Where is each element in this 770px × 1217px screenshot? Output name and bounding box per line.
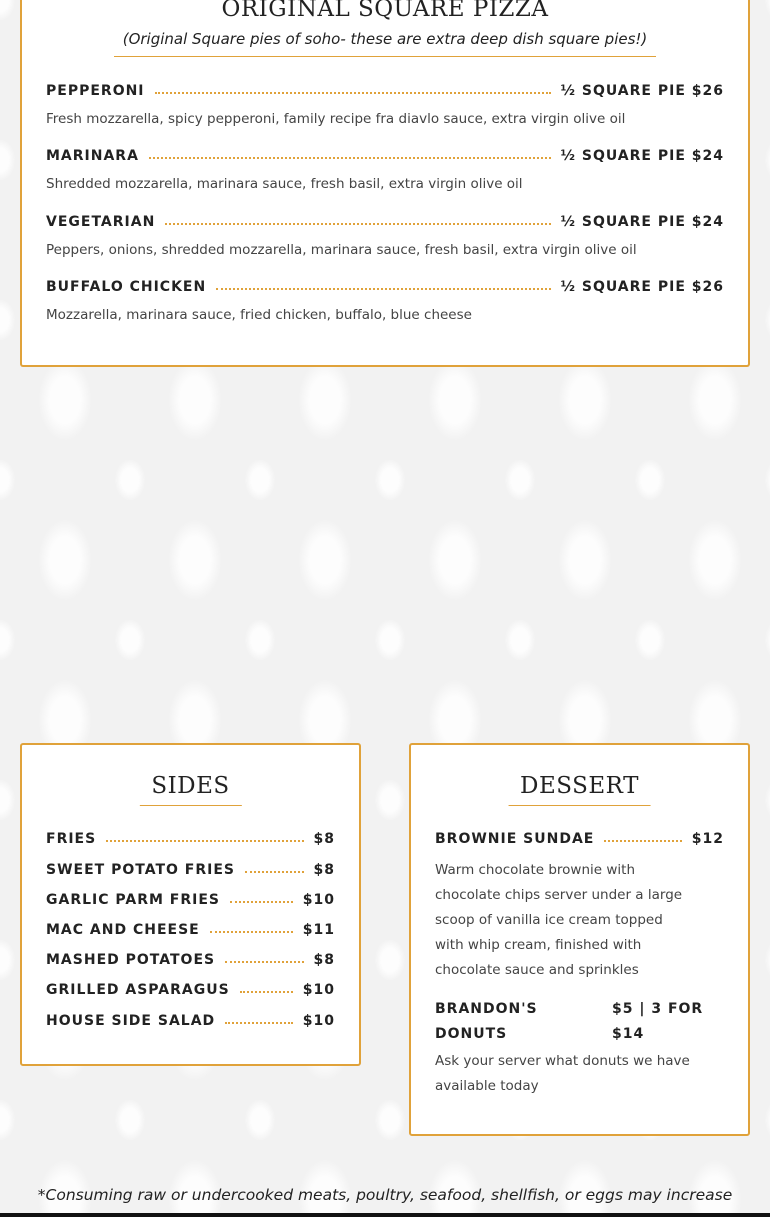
dotted-leader	[165, 223, 550, 225]
item-price: ½ SQUARE PIE $26	[560, 279, 724, 295]
menu-item-fries	[46, 831, 335, 847]
item-description: Mozzarella, marinara sauce, fried chicken, buffalo, blue cheese	[46, 307, 472, 323]
dotted-leader	[604, 840, 681, 842]
item-price: $10	[302, 982, 335, 998]
dotted-leader	[216, 288, 550, 290]
item-description: Warm chocolate brownie with chocolate chips server under a large scoop of vanilla ice cream topped with whip cream, finished with chocolate sauce and sprinkles	[435, 862, 683, 978]
pizza-section-title: ORIGINAL SQUARE PIZZA	[221, 0, 549, 22]
menu-item-marinara	[46, 148, 724, 164]
menu-item-brownie-sundae	[435, 831, 724, 847]
item-price: ½ SQUARE PIE $24	[560, 214, 724, 230]
sides-section	[20, 743, 361, 1066]
dotted-leader	[155, 92, 551, 94]
bottom-divider	[0, 1213, 770, 1217]
menu-item-mashed-potatoes	[46, 952, 335, 968]
dotted-leader	[240, 991, 293, 993]
dotted-leader	[225, 1022, 293, 1024]
item-price: $8	[313, 952, 335, 968]
menu-item-sweet-potato-fries	[46, 862, 335, 878]
menu-item-mac-and-cheese	[46, 922, 335, 938]
menu-item-garlic-parm-fries	[46, 892, 335, 908]
item-description: Shredded mozzarella, marinara sauce, fresh basil, extra virgin olive oil	[46, 176, 523, 192]
pizza-section	[20, 0, 750, 367]
item-price: $10	[302, 1013, 335, 1029]
sides-section-title: SIDES	[139, 773, 241, 806]
allergen-disclaimer: *Consuming raw or undercooked meats, poultry, seafood, shellfish, or eggs may increase	[37, 1186, 733, 1204]
item-name: BRANDON'S DONUTS	[435, 1001, 538, 1042]
dotted-leader	[149, 157, 551, 159]
item-price: $8	[313, 831, 335, 847]
pizza-section-subtitle: (Original Square pies of soho- these are extra deep dish square pies!)	[114, 30, 656, 57]
item-description: Peppers, onions, shredded mozzarella, marinara sauce, fresh basil, extra virgin olive oil	[46, 242, 637, 258]
item-name: HOUSE SIDE SALAD	[46, 1013, 216, 1029]
dessert-section-title: DESSERT	[508, 773, 651, 806]
item-name: BROWNIE SUNDAE	[435, 831, 595, 847]
dessert-section	[409, 743, 750, 1136]
item-price: $5 | 3 FOR $14	[612, 1001, 704, 1042]
item-description: Ask your server what donuts we have available today	[435, 1053, 690, 1094]
item-price: $10	[302, 892, 335, 908]
dotted-leader	[225, 961, 303, 963]
item-name: MARINARA	[46, 148, 139, 164]
menu-item-pepperoni	[46, 83, 724, 99]
item-price: ½ SQUARE PIE $26	[560, 83, 724, 99]
item-name: GRILLED ASPARAGUS	[46, 982, 230, 998]
item-name: MAC AND CHEESE	[46, 922, 200, 938]
item-price: $11	[302, 922, 335, 938]
item-price: $8	[313, 862, 335, 878]
item-name: GARLIC PARM FRIES	[46, 892, 220, 908]
menu-item-buffalo-chicken	[46, 279, 724, 295]
item-name: PEPPERONI	[46, 83, 145, 99]
item-name: SWEET POTATO FRIES	[46, 862, 235, 878]
dotted-leader	[245, 871, 304, 873]
menu-item-grilled-asparagus	[46, 982, 335, 998]
item-description: Fresh mozzarella, spicy pepperoni, family recipe fra diavlo sauce, extra virgin olive oil	[46, 111, 626, 127]
item-price: ½ SQUARE PIE $24	[560, 148, 724, 164]
dotted-leader	[106, 840, 303, 842]
dotted-leader	[230, 901, 293, 903]
item-name: FRIES	[46, 831, 97, 847]
item-name: BUFFALO CHICKEN	[46, 279, 207, 295]
item-price: $12	[691, 831, 724, 847]
dotted-leader	[210, 931, 293, 933]
item-name: VEGETARIAN	[46, 214, 156, 230]
menu-item-vegetarian	[46, 214, 724, 230]
menu-item-house-side-salad	[46, 1013, 335, 1029]
item-name: MASHED POTATOES	[46, 952, 216, 968]
